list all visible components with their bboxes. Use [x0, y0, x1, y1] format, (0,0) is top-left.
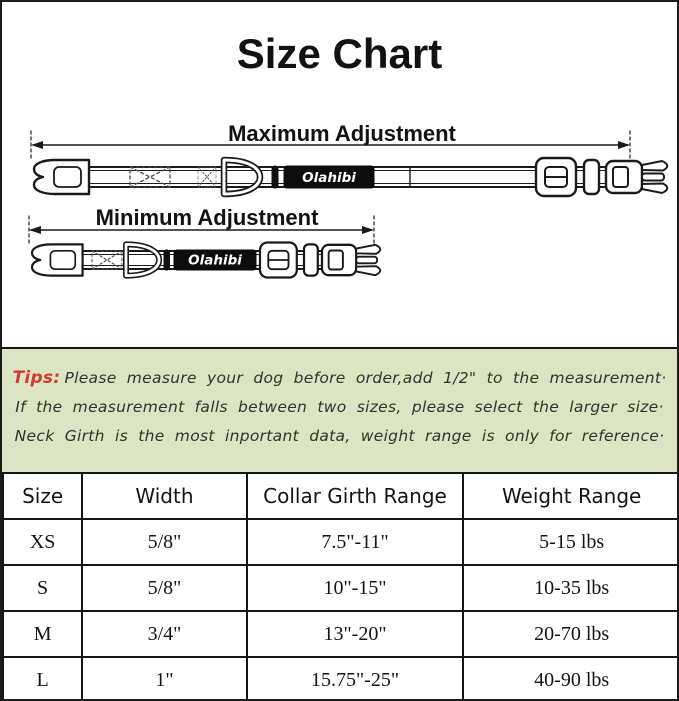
header-weight: Weight Range [463, 473, 679, 519]
tips-box [2, 347, 677, 472]
cell-weight: 20-70 lbs [463, 611, 679, 657]
cell-weight: 40-90 lbs [463, 657, 679, 701]
keeper-icon [584, 160, 599, 194]
svg-text:Olahibi: Olahibi [302, 170, 356, 186]
cell-width: 5/8" [82, 519, 246, 565]
header-size: Size [3, 473, 82, 519]
tips-line-2: If the measurement falls between two sizes, please select the larger size· [15, 398, 664, 416]
collar-diagram [2, 107, 679, 319]
table-row [3, 565, 679, 611]
brand-label-max [284, 166, 374, 188]
max-collar [34, 158, 667, 196]
brand-tag-icon [272, 166, 278, 188]
min-adjustment-label: Minimum Adjustment [95, 205, 319, 230]
table-row [3, 519, 679, 565]
tips-line-1 [2, 364, 677, 393]
table-row [3, 611, 679, 657]
size-table [2, 472, 679, 701]
max-adjustment-label: Maximum Adjustment [228, 121, 456, 146]
cell-size: M [3, 611, 82, 657]
cell-girth: 10"-15" [247, 565, 464, 611]
table-row [3, 657, 679, 701]
buckle-female-icon [32, 244, 83, 275]
cell-width: 1" [82, 657, 246, 701]
tips-line-3: Neck Girth is the most inportant data, weight range is only for reference· [14, 427, 665, 445]
header-girth: Collar Girth Range [247, 473, 464, 519]
tips-label: Tips: [12, 368, 61, 388]
cell-size: S [3, 565, 82, 611]
buckle-male-icon [606, 161, 667, 193]
tips-text-1: Please measure your dog before order,add 1/2" to the measurement· [64, 369, 667, 387]
cell-width: 3/4" [82, 611, 246, 657]
cell-size: L [3, 657, 82, 701]
cell-weight: 5-15 lbs [463, 519, 679, 565]
buckle-male-icon [322, 245, 380, 275]
page-title: Size Chart [236, 30, 443, 77]
cell-girth: 15.75"-25" [247, 657, 464, 701]
cell-size: XS [3, 519, 82, 565]
cell-girth: 13"-20" [247, 611, 464, 657]
keeper-icon [304, 244, 318, 275]
tri-glide-icon [260, 243, 297, 278]
header-width: Width [82, 473, 246, 519]
cell-weight: 10-35 lbs [463, 565, 679, 611]
svg-text:Olahibi: Olahibi [188, 252, 242, 269]
min-collar [32, 243, 380, 278]
buckle-female-icon [34, 160, 89, 194]
brand-label-min [174, 250, 256, 270]
cell-girth: 7.5"-11" [247, 519, 464, 565]
table-header-row [3, 473, 679, 519]
cell-width: 5/8" [82, 565, 246, 611]
brand-tag-icon [164, 250, 170, 270]
tri-glide-icon [536, 158, 576, 196]
